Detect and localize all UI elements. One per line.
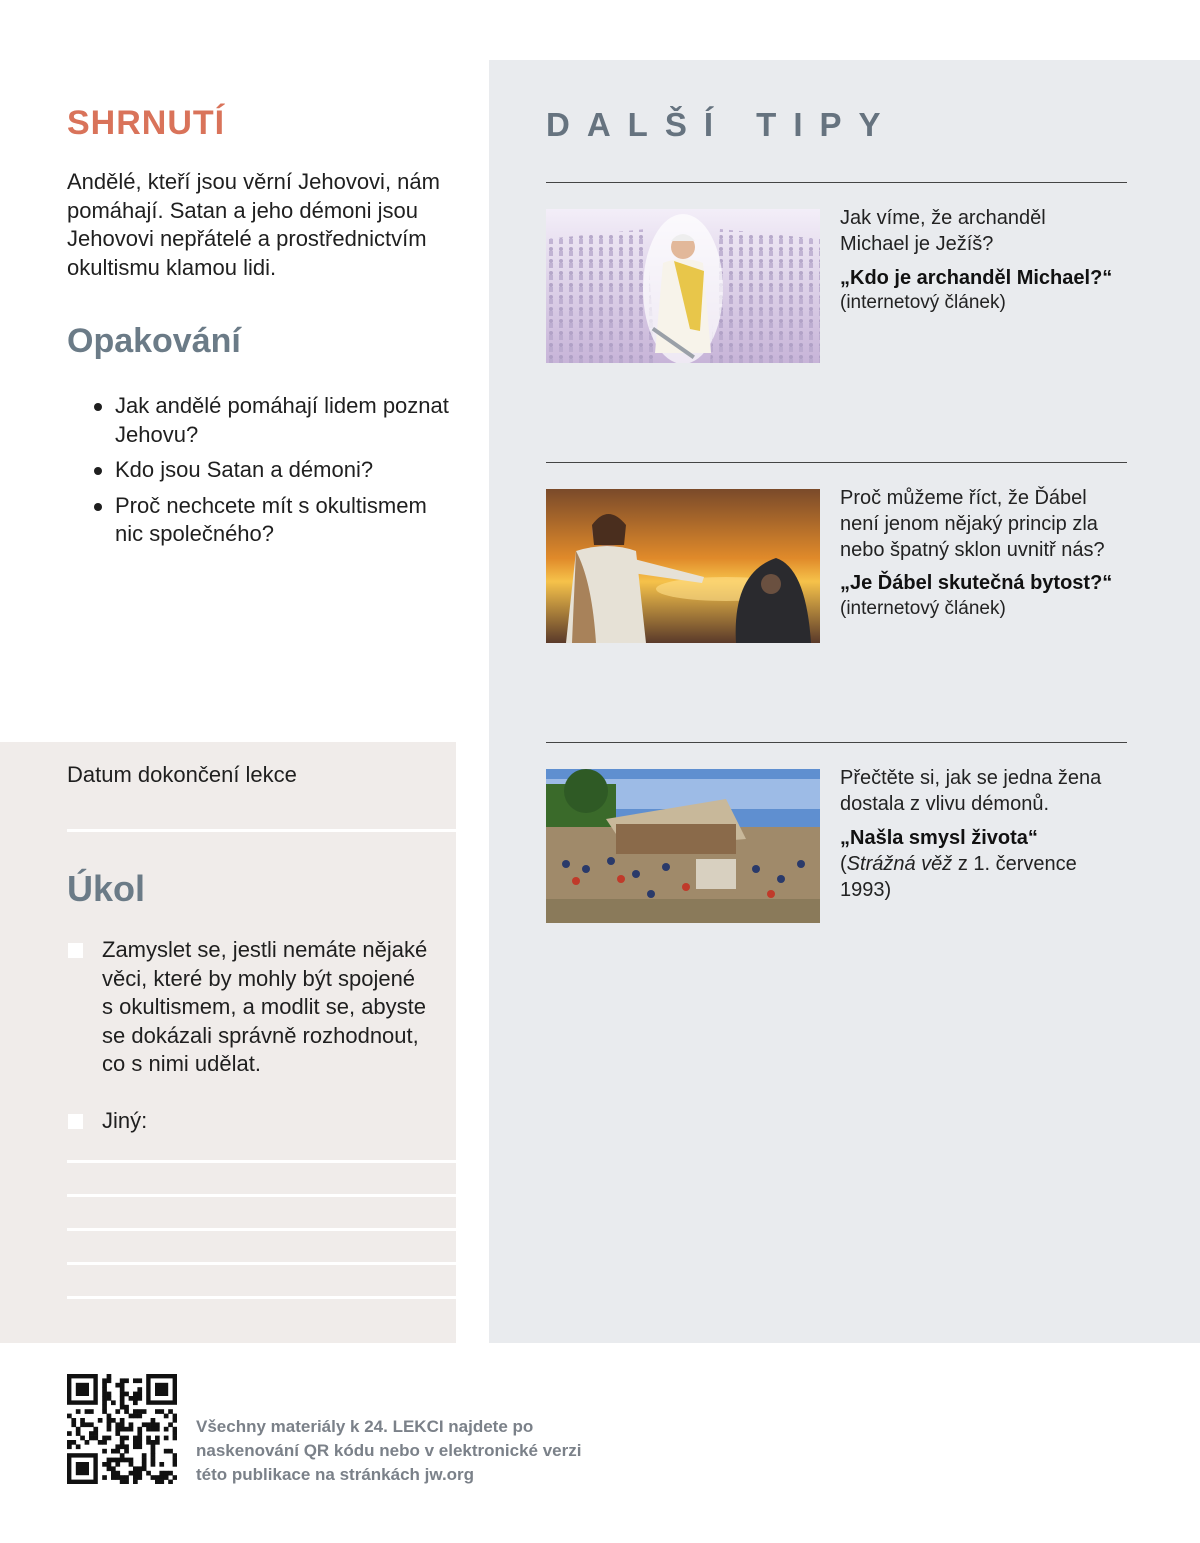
task-checkbox-2[interactable]: [68, 1114, 83, 1129]
tip-source: [840, 851, 1120, 903]
writing-line[interactable]: [67, 1262, 456, 1265]
construction-site-photo[interactable]: [546, 769, 820, 923]
tip-source: (internetový článek): [840, 292, 1006, 313]
task-item-1: Zamyslet se, jestli nemáte nějaké věci, které by mohly být spojené s okultismem, a modlit se, abyste se dokázali správně rozhodnout, co s nimi udělat.: [102, 937, 428, 1076]
tip-source-open: (: [840, 853, 847, 875]
tip-source-magazine: Strážná věž: [846, 853, 953, 875]
tip-link-title[interactable]: „Kdo je archanděl Michael?“: [840, 267, 1113, 289]
tip-source: (internetový článek): [840, 598, 1006, 619]
tip-link-title[interactable]: „Našla smysl života“: [840, 827, 1038, 849]
writing-line[interactable]: [67, 1160, 456, 1163]
completion-date-label: Datum dokončení lekce: [67, 762, 297, 787]
archangel-illustration[interactable]: [546, 209, 820, 363]
task-heading: Úkol: [67, 868, 146, 909]
review-item: Kdo jsou Satan a démoni?: [92, 456, 452, 485]
review-item: Jak andělé pomáhají lidem poznat Jehovu?: [92, 392, 452, 449]
task-checkbox-1[interactable]: [68, 943, 83, 958]
tip-link-title[interactable]: „Je Ďábel skutečná bytost?“: [840, 572, 1113, 594]
review-list: [92, 392, 452, 556]
tip-source-date: z 1. července 1993): [840, 853, 1077, 901]
tip-question: Jak víme, že archanděl Michael je Ježíš?: [840, 207, 1046, 255]
summary-heading: SHRNUTÍ: [67, 104, 226, 142]
tip-divider: [546, 462, 1127, 463]
summary-text: Andělé, kteří jsou věrní Jehovovi, nám pomáhají. Satan a jeho démoni jsou Jehovovi nepřátelé a prostřednictvím okultismu klamou lidi.: [67, 169, 440, 280]
tips-heading: DALŠÍ TIPY: [546, 106, 898, 143]
qr-code[interactable]: [67, 1374, 177, 1484]
jesus-and-devil-illustration[interactable]: [546, 489, 820, 643]
review-heading: Opakování: [67, 322, 241, 360]
completion-date-line[interactable]: [67, 829, 456, 832]
tip-question: Proč můžeme říct, že Ďábel není jenom nějaký princip zla nebo špatný sklon uvnitř nás?: [840, 487, 1105, 561]
tip-question: Přečtěte si, jak se jedna žena dostala z vlivu démonů.: [840, 767, 1102, 815]
writing-line[interactable]: [67, 1228, 456, 1231]
footer-text: Všechny materiály k 24. LEKCI najdete po naskenování QR kódu nebo v elektronické verzi této publikace na stránkách jw.org: [196, 1417, 582, 1484]
writing-line[interactable]: [67, 1296, 456, 1299]
review-item: Proč nechcete mít s okultismem nic společného?: [92, 492, 452, 549]
tip-divider: [546, 182, 1127, 183]
task-item-2: Jiný:: [102, 1108, 148, 1133]
writing-line[interactable]: [67, 1194, 456, 1197]
tip-divider: [546, 742, 1127, 743]
